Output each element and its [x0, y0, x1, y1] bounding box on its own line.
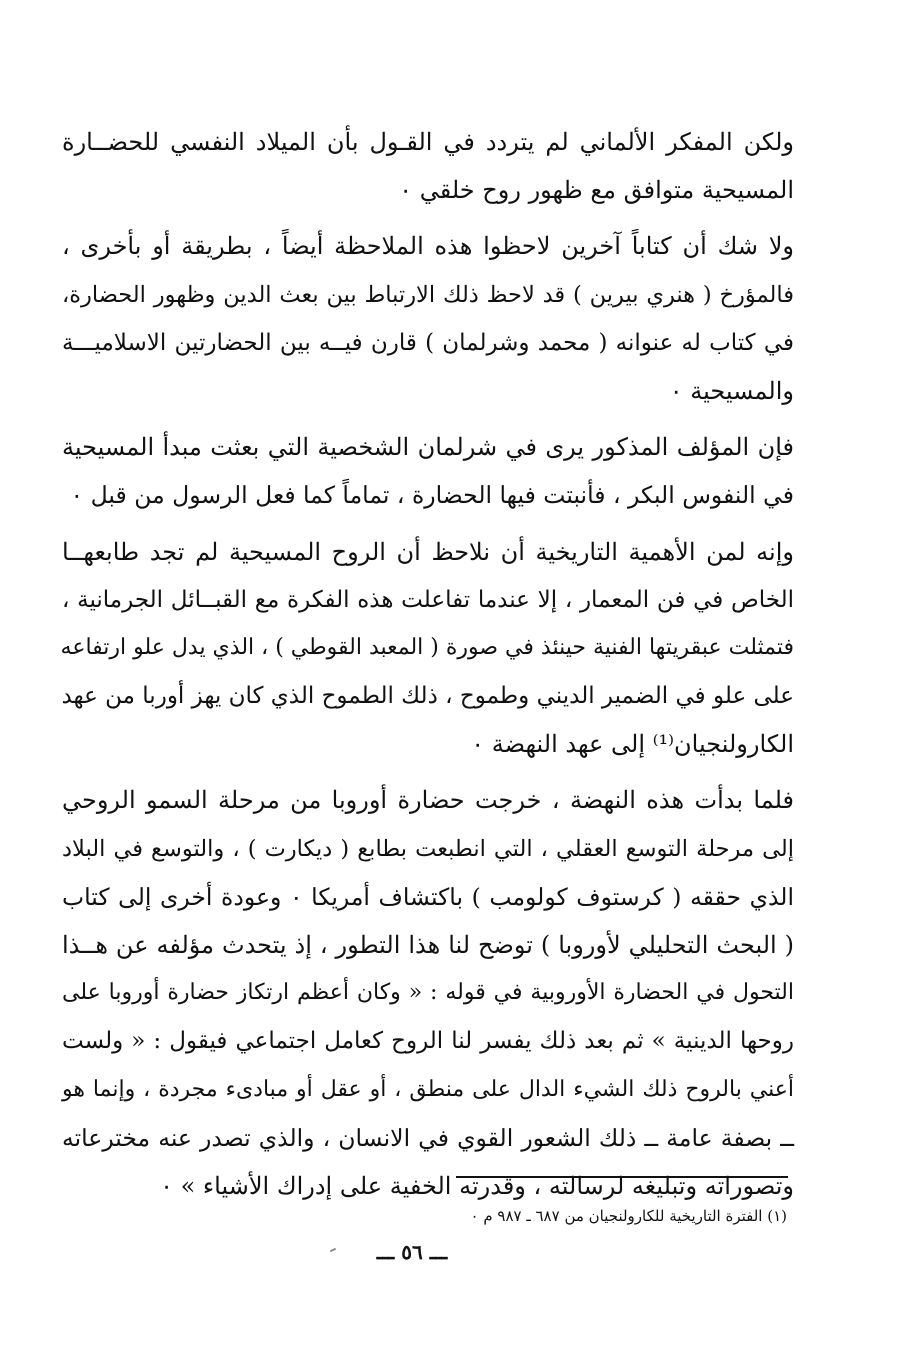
body-text: [62, 118, 794, 1218]
text-line: الكارولنجيان⁽¹⁾ إلى عهد النهضة ٠: [471, 730, 794, 759]
text-line: المسيحية متوافق مع ظهور روح خلقي ٠: [399, 176, 794, 205]
paragraph: [62, 776, 794, 1210]
paragraph: [62, 222, 794, 415]
text-line: فإن المؤلف المذكور يرى في شرلمان الشخصية التي بعثت مبدأ المسيحية: [62, 433, 794, 462]
text-line: ــ بصفة عامة ــ ذلك الشعور القوي في الانسان ، والذي تصدر عنه مخترعاته: [62, 1123, 794, 1152]
text-line: فلما بدأت هذه النهضة ، خرجت حضارة أوروبا من مرحلة السمو الروحي: [62, 786, 794, 815]
text-line: وإنه لمن الأهمية التاريخية أن نلاحظ أن الروح المسيحية لم تجد طابعهــا: [62, 537, 794, 566]
text-line: ( البحث التحليلي لأوروبا ) توضح لنا هذا التطور ، إذ يتحدث مؤلفه عن هــذا: [62, 931, 794, 959]
text-line: فتمثلت عبقريتها الفنية حينئذ في صورة ( المعبد القوطي ) ، الذي يدل علو ارتفاعه: [60, 634, 794, 660]
text-line: ولكن المفكر الألماني لم يتردد في القـول بأن الميلاد النفسي للحضــارة: [62, 128, 794, 156]
text-line: على علو في الضمير الديني وطموح ، ذلك الطموح الذي كان يهز أوربا من عهد: [61, 683, 794, 710]
footnote: (١) الفترة التاريخية للكارولنجيان من ٦٨٧ ـ ٩٨٧ م ٠: [470, 1207, 787, 1225]
text-line: في كتاب له عنوانه ( محمد وشرلمان ) قارن فيــه بين الحضارتين الاسلاميـــة: [62, 329, 794, 356]
text-line: ولا شك أن كتاباً آخرين لاحظوا هذه الملاحظة أيضاً ، بطريقة أو بأخرى ،: [62, 232, 794, 261]
text-line: أعني بالروح ذلك الشيء الدال على منطق ، أو عقل أو مبادىء مجردة ، وإنما هو: [62, 1076, 794, 1102]
text-line: التحول في الحضارة الأوروبية في قوله : « وكان أعظم ارتكاز حضارة أوروبا على: [62, 980, 794, 1006]
page-number: ـــ ٥٦ ـــ: [376, 1240, 448, 1264]
text-line: وتصوراته وتبليغه لرسالته ، وقدرته الخفية على إدراك الأشياء » ٠: [160, 1171, 794, 1200]
text-line: في النفوس البكر ، فأنبتت فيها الحضارة ، تماماً كما فعل الرسول من قبل ٠: [70, 481, 794, 510]
scan-speck: [330, 1248, 336, 1252]
footnote-divider: [456, 1176, 788, 1178]
paragraph: [62, 118, 794, 214]
text-line: الذي حققه ( كرستوف كولومب ) باكتشاف أمريكا ٠ وعودة أخرى إلى كتاب: [62, 882, 794, 911]
text-line: والمسيحية ٠: [669, 376, 794, 405]
text-line: فالمؤرخ ( هنري بيرين ) قد لاحظ ذلك الارتباط بين بعث الدين وظهور الحضارة،: [62, 281, 794, 308]
paragraph: [62, 528, 794, 769]
text-line: إلى مرحلة التوسع العقلي ، التي انطبعت بطابع ( ديكارت ) ، والتوسع في البلاد: [62, 835, 794, 862]
text-line: روحها الدينية » ثم بعد ذلك يفسر لنا الروح كعامل اجتماعي فيقول : « ولست: [62, 1028, 794, 1055]
text-line: الخاص في فن المعمار ، إلا عندما تفاعلت هذه الفكرة مع القبــائل الجرمانية ،: [62, 586, 794, 613]
paragraph: [62, 423, 794, 519]
